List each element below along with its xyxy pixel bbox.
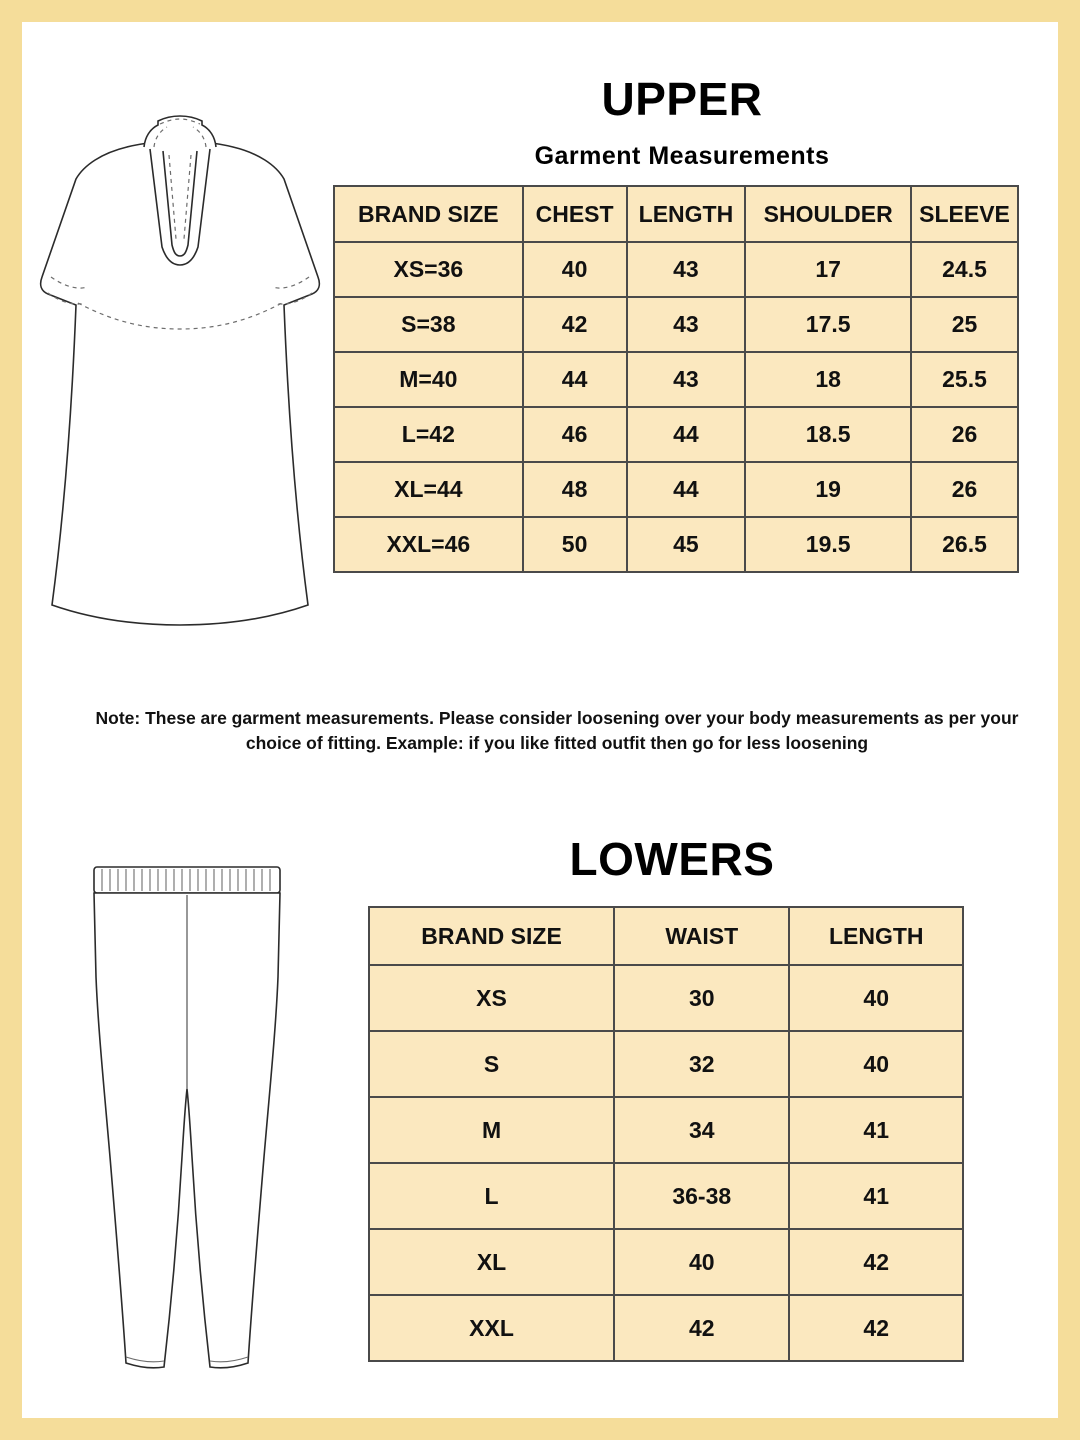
kurta-illustration: [32, 107, 322, 642]
cell-brand-size: XXL: [369, 1295, 614, 1361]
cell-length: 43: [627, 352, 746, 407]
cell-length: 42: [789, 1295, 963, 1361]
cell-length: 41: [789, 1163, 963, 1229]
cell-brand-size: M: [369, 1097, 614, 1163]
cell-length: 40: [789, 965, 963, 1031]
column-header-brand-size: BRAND SIZE: [334, 186, 523, 242]
cell-shoulder: 17.5: [745, 297, 911, 352]
cell-sleeve: 26: [911, 407, 1018, 462]
table-row: [369, 1295, 963, 1361]
cell-sleeve: 24.5: [911, 242, 1018, 297]
cell-shoulder: 18: [745, 352, 911, 407]
cell-sleeve: 25: [911, 297, 1018, 352]
table-row: [369, 1097, 963, 1163]
column-header-brand-size: BRAND SIZE: [369, 907, 614, 965]
column-header-length: LENGTH: [627, 186, 746, 242]
table-row: [334, 462, 1018, 517]
cell-chest: 40: [523, 242, 627, 297]
table-row: [334, 297, 1018, 352]
cell-brand-size: L=42: [334, 407, 523, 462]
cell-sleeve: 26.5: [911, 517, 1018, 572]
cell-brand-size: S=38: [334, 297, 523, 352]
upper-section-subtitle: Garment Measurements: [534, 142, 830, 170]
upper-size-table: [333, 185, 1019, 573]
cell-shoulder: 19: [745, 462, 911, 517]
column-header-length: LENGTH: [789, 907, 963, 965]
cell-sleeve: 26: [911, 462, 1018, 517]
cell-brand-size: M=40: [334, 352, 523, 407]
table-row: [369, 1229, 963, 1295]
kurta-line-drawing-svg: [32, 107, 322, 637]
cell-chest: 42: [523, 297, 627, 352]
cell-length: 41: [789, 1097, 963, 1163]
lowers-size-table: [368, 906, 964, 1362]
cell-waist: 32: [614, 1031, 789, 1097]
cell-chest: 44: [523, 352, 627, 407]
cell-brand-size: S: [369, 1031, 614, 1097]
lowers-section-title: LOWERS: [569, 833, 775, 885]
table-row: [334, 352, 1018, 407]
cell-length: 40: [789, 1031, 963, 1097]
cell-length: 42: [789, 1229, 963, 1295]
table-header-row: [334, 186, 1018, 242]
cell-waist: 30: [614, 965, 789, 1031]
cell-length: 45: [627, 517, 746, 572]
cell-length: 44: [627, 407, 746, 462]
cell-length: 44: [627, 462, 746, 517]
cell-waist: 40: [614, 1229, 789, 1295]
table-row: [369, 1163, 963, 1229]
cell-brand-size: XL: [369, 1229, 614, 1295]
upper-section-title: UPPER: [601, 73, 763, 125]
pyjama-illustration: [52, 857, 322, 1402]
cell-brand-size: XXL=46: [334, 517, 523, 572]
column-header-waist: WAIST: [614, 907, 789, 965]
cell-sleeve: 25.5: [911, 352, 1018, 407]
table-row: [334, 517, 1018, 572]
cell-chest: 46: [523, 407, 627, 462]
cell-shoulder: 17: [745, 242, 911, 297]
cell-waist: 42: [614, 1295, 789, 1361]
column-header-shoulder: SHOULDER: [745, 186, 911, 242]
cell-waist: 34: [614, 1097, 789, 1163]
size-chart-page: [22, 22, 1058, 1418]
upper-section: [22, 22, 1058, 762]
cell-length: 43: [627, 297, 746, 352]
table-row: [369, 1031, 963, 1097]
table-row: [334, 407, 1018, 462]
column-header-sleeve: SLEEVE: [911, 186, 1018, 242]
cell-waist: 36-38: [614, 1163, 789, 1229]
cell-brand-size: L: [369, 1163, 614, 1229]
cell-shoulder: 19.5: [745, 517, 911, 572]
cell-chest: 48: [523, 462, 627, 517]
cell-shoulder: 18.5: [745, 407, 911, 462]
cell-brand-size: XS=36: [334, 242, 523, 297]
cell-chest: 50: [523, 517, 627, 572]
table-row: [369, 965, 963, 1031]
column-header-chest: CHEST: [523, 186, 627, 242]
pyjama-line-drawing-svg: [52, 857, 322, 1397]
measurement-note: Note: These are garment measurements. Please consider loosening over your body measurements as per your choice of fitting. Example: if you like fitted outfit then go for less loosening: [95, 708, 1019, 754]
cell-brand-size: XS: [369, 965, 614, 1031]
cell-brand-size: XL=44: [334, 462, 523, 517]
table-header-row: [369, 907, 963, 965]
cell-length: 43: [627, 242, 746, 297]
table-row: [334, 242, 1018, 297]
